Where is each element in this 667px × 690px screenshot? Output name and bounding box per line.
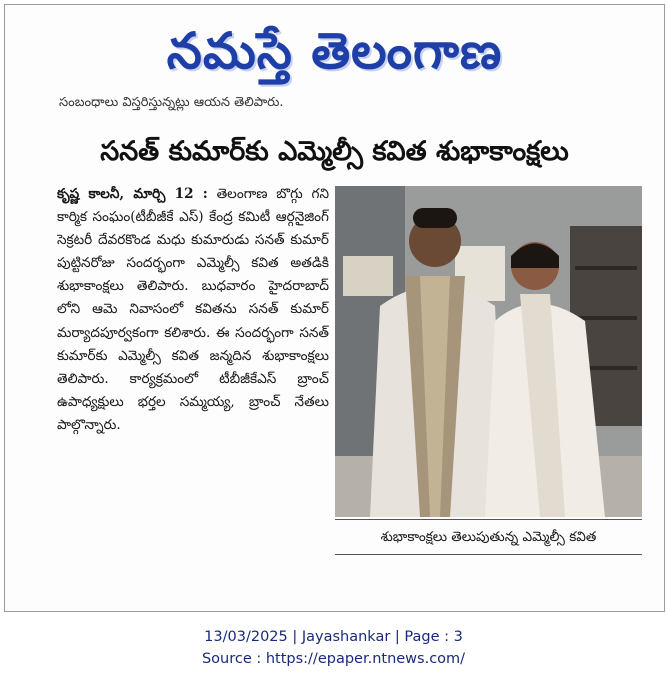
newspaper-clipping — [4, 4, 665, 612]
article-body-text: తెలంగాణ బొగ్గు గని కార్మిక సంఘం(టీబీజీకే ఎస్) కేంద్ర కమిటీ ఆర్గనైజింగ్ సెక్రటరీ దేవరకొండ మధు కుమారుడు సనత్ కుమార్ పుట్టినరోజు సందర్భంగా ఎమ్మెల్సీ కవిత అతడికి శుభాకాంక్షలు తెలిపారు. బుధవారం హైదరాబాద్ లోని ఆమె నివాసంలో కవితను సనత్ కుమార్ మర్యాదపూర్వకంగా కలిశారు. ఈ సందర్భంగా సనత్ కుమార్‌కు ఎమ్మెల్సీ కవిత జన్మదిన శుభాకాంక్షలు తెలిపారు. కార్యక్రమంలో టీబీజీకేఎస్ బ్రాంచ్ ఉపాధ్యక్షులు భర్తల సమ్మయ్య, బ్రాంచ్ నేతలు పాల్గొన్నారు. — [57, 186, 329, 433]
article-photo — [335, 186, 642, 517]
previous-article-cut-line: సంబంధాలు విస్తరిస్తున్నట్లు ఆయన తెలిపారు. — [59, 97, 284, 110]
photo-caption: శుభాకాంక్షలు తెలుపుతున్న ఎమ్మెల్సీ కవిత — [335, 519, 642, 555]
newspaper-masthead: నమస్తే తెలంగాణ — [166, 22, 503, 80]
source-footer — [0, 626, 667, 670]
footer-source: Source : https://epaper.ntnews.com/ — [201, 651, 466, 667]
photo-illustration — [335, 186, 642, 517]
article-body — [57, 183, 329, 573]
footer-date-page: 13/03/2025 | Jayashankar | Page : 3 — [204, 629, 463, 645]
article-dateline: కృష్ణ కాలనీ, మార్చి 12 : — [57, 186, 208, 202]
article-headline: సనత్ కుమార్‌కు ఎమ్మెల్సీ కవిత శుభాకాంక్షలు — [100, 136, 569, 167]
